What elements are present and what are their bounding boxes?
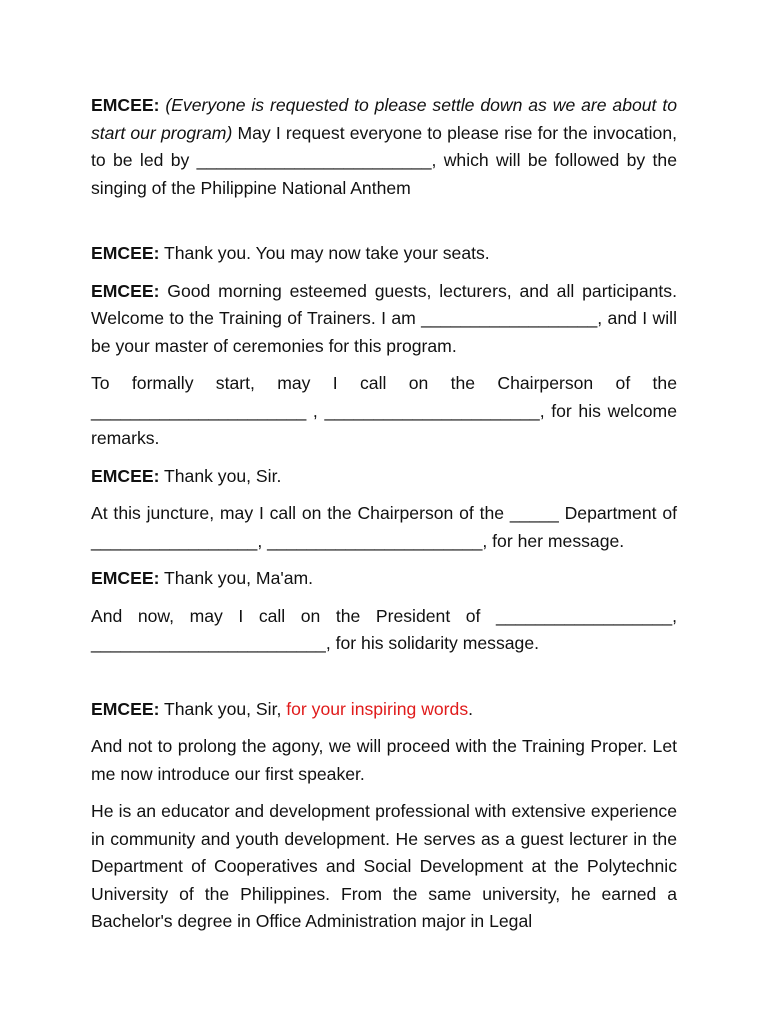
paragraph-text: Thank you. You may now take your seats.: [159, 243, 490, 263]
paragraph-president: [91, 603, 677, 658]
speaker-label: EMCEE:: [91, 465, 160, 486]
speaker-label: EMCEE:: [91, 698, 160, 719]
paragraph-text: To formally start, may I call on the Chairperson of the ______________________ , ______________________, for his welcome remarks.: [91, 373, 677, 448]
paragraph-inspiring: [91, 696, 677, 724]
paragraph-text: Thank you, Sir.: [159, 465, 282, 486]
paragraph-text: He is an educator and development professional with extensive experience in community and youth development. He serves as a guest lecturer in the Department of Cooperatives and Social Development at the Polytechnic University of the Philippines. From the same university, he earned a Bachelor's degree in Office Administration major in Legal: [91, 801, 677, 931]
paragraph-welcome: [91, 278, 677, 361]
paragraph-text: .: [468, 698, 474, 719]
paragraph-thank-maam: [91, 565, 677, 593]
paragraph-speaker-intro: [91, 798, 677, 936]
paragraph-text: May I request everyone to please rise for the invocation, to be led by ________________________, which will be followed by the singing of the Philippine National Anthem: [91, 122, 677, 198]
paragraph-text: At this juncture, may I call on the Chairperson of the _____ Department of _________________, ______________________, for her message.: [91, 503, 677, 551]
paragraph-text: Good morning esteemed guests, lecturers, and all participants. Welcome to the Training of Trainers. I am __________________, and I will be your master of ceremonies for this program.: [91, 280, 677, 356]
speaker-label: EMCEE:: [91, 280, 160, 301]
paragraph-text: Thank you, Ma'am.: [159, 568, 314, 588]
stage-direction: (Everyone is requested to please settle down as we are about to start our program): [91, 95, 677, 143]
paragraph-training-proper: [91, 733, 677, 788]
speaker-label: EMCEE:: [91, 95, 160, 115]
paragraph-text: And now, may I call on the President of __________________, ________________________, for his solidarity message.: [91, 605, 677, 653]
paragraph-text: Thank you, Sir,: [159, 698, 287, 719]
paragraph-invocation: [91, 92, 677, 202]
speaker-label: EMCEE:: [91, 243, 160, 263]
paragraph-take-seats: [91, 240, 677, 268]
paragraph-thank-sir: [91, 463, 677, 491]
paragraph-formal-start: [91, 370, 677, 453]
paragraph-juncture: [91, 500, 677, 555]
speaker-label: EMCEE:: [91, 568, 160, 588]
highlighted-text: for your inspiring words: [286, 698, 469, 719]
paragraph-text: And not to prolong the agony, we will proceed with the Training Proper. Let me now introduce our first speaker.: [91, 736, 677, 784]
